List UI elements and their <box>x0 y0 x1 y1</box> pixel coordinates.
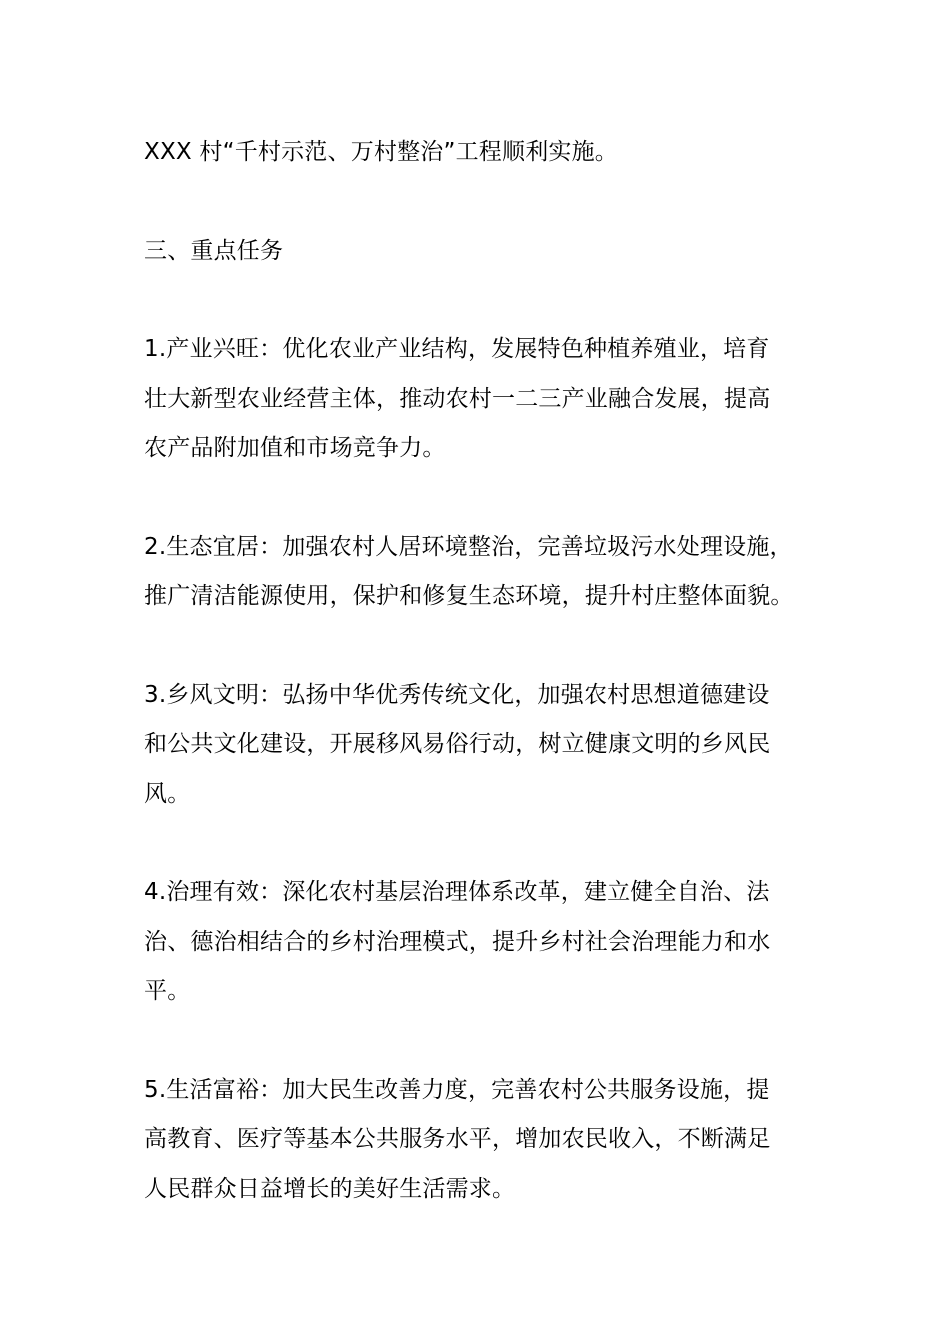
paragraph-intro <box>144 128 814 178</box>
line: 农产品附加值和市场竞争力。 <box>144 435 446 461</box>
line: 人民群众日益增长的美好生活需求。 <box>144 1175 516 1202</box>
line: 推广清洁能源使用，保护和修复生态环境，提升村庄整体面貌。 <box>144 583 794 609</box>
paragraph-task-4 <box>144 868 814 1017</box>
document-body <box>144 128 814 1214</box>
section-heading <box>144 227 814 277</box>
paragraph-task-5 <box>144 1066 814 1215</box>
line: 和公共文化建设，开展移风易俗行动，树立健康文明的乡风民 <box>144 731 771 757</box>
line: 三、重点任务 <box>144 237 284 264</box>
line: 5.生活富裕：加大民生改善力度，完善农村公共服务设施，提 <box>144 1076 770 1103</box>
line: 风。 <box>144 780 191 807</box>
paragraph-task-3 <box>144 671 814 820</box>
paragraph-task-2 <box>144 523 814 622</box>
line: 壮大新型农业经营主体，推动农村一二三产业融合发展，提高 <box>144 385 771 412</box>
line: 1.产业兴旺：优化农业产业结构，发展特色种植养殖业，培育 <box>144 336 770 362</box>
line: 平。 <box>144 978 191 1004</box>
line: 3.乡风文明：弘扬中华优秀传统文化，加强农村思想道德建设 <box>144 681 770 708</box>
line: 高教育、医疗等基本公共服务水平，增加农民收入，不断满足 <box>144 1126 771 1152</box>
paragraph-task-1 <box>144 325 814 474</box>
line: XXX 村“千村示范、万村整治”工程顺利实施。 <box>144 139 619 165</box>
line: 治、德治相结合的乡村治理模式，提升乡村社会治理能力和水 <box>144 928 771 955</box>
line: 2.生态宜居：加强农村人居环境整治，完善垃圾污水处理设施， <box>144 533 793 560</box>
line: 4.治理有效：深化农村基层治理体系改革，建立健全自治、法 <box>144 879 770 905</box>
